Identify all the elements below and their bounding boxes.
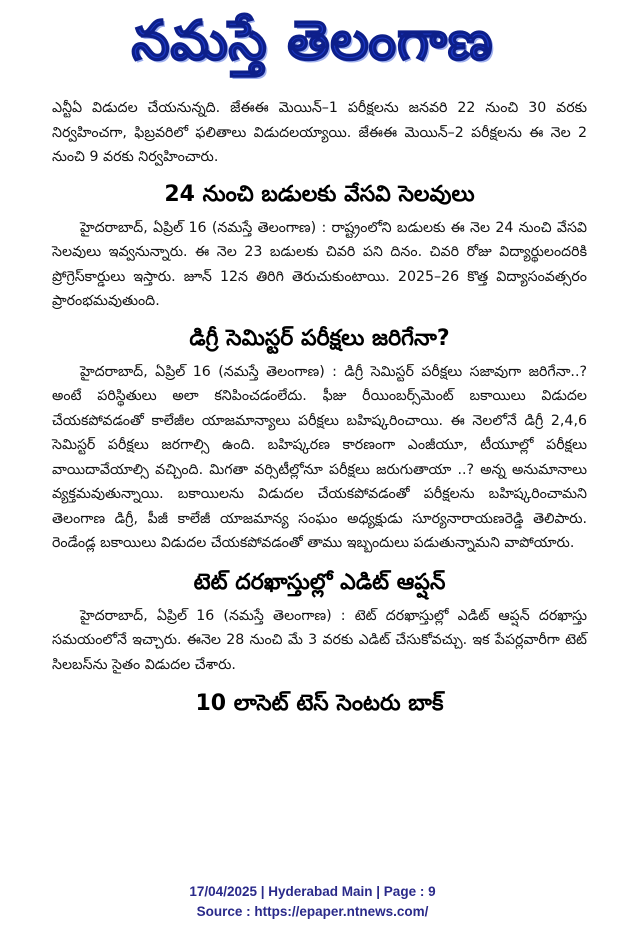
- article-body-summer-holidays: హైదరాబాద్‌, ఏప్రిల్‌ 16 (నమస్తే తెలంగాణ) : రాష్ట్రంలోని బడులకు ఈ నెల 24 నుంచి వేసవి సెలవులు ఇవ్వనున్నారు. ఈ నెల 23 బడులకు చివరి పని దినం. చివరి రోజు విద్యార్థులందరికి ప్రోగ్రెస్‌కార్డులు ఇస్తారు. జూన్‌ 12న తిరిగి తెరుచుకుంటాయి. 2025–26 కొత్త విద్యాసంవత్సరం ప్రారంభమవుతుంది.: [52, 219, 587, 309]
- intro-paragraph: ఎన్టీఏ విడుదల చేయనున్నది. జేఈఈ మెయిన్‌–1 పరీక్షలను జనవరి 22 నుంచి 30 వరకు నిర్వహించగా, ఫిబ్రవరిలో ఫలితాలు విడుదలయ్యాయి. జేఈఈ మెయిన్‌–2 పరీక్షలను ఈ నెల 2 నుంచి 9 వరకు నిర్వహించారు.: [52, 100, 587, 165]
- footer-edition-line: 17/04/2025 | Hyderabad Main | Page : 9: [189, 884, 436, 899]
- article-headline-summer-holidays: 24 నుంచి బడులకు వేసవి సెలవులు: [164, 181, 475, 207]
- article-headline-lawcet: 10 లాసెట్‌ టెస్‌ సెంటరు బాక్‌: [195, 691, 444, 716]
- article-body-tet-edit: హైదరాబాద్‌, ఏప్రిల్‌ 16 (నమస్తే తెలంగాణ) : టెట్‌ దరఖాస్తుల్లో ఎడిట్‌ ఆప్షన్‌ దరఖాస్తు సమయంలోనే ఇచ్చారు. ఈనెల 28 నుంచి మే 3 వరకు ఎడిట్‌ చేసుకోవచ్చు. ఇక పేపర్లవారీగా టెట్‌ సిలబస్‌ను సైతం విడుదల చేశారు.: [52, 607, 587, 673]
- article-headline-degree-exams: డిగ్రీ సెమిస్టర్‌ పరీక్షలు జరిగేనా?: [189, 325, 450, 351]
- footer-source-line: Source : https://epaper.ntnews.com/: [196, 904, 429, 919]
- masthead-title: నమస్తే తెలంగాణ: [131, 8, 494, 72]
- page-content: [52, 96, 587, 719]
- article-headline-tet-edit: టెట్‌ దరఖాస్తుల్లో ఎడిట్‌ ఆప్షన్‌: [193, 569, 446, 595]
- article-body-degree-exams: హైదరాబాద్‌, ఏప్రిల్‌ 16 (నమస్తే తెలంగాణ) : డిగ్రీ సెమిస్టర్‌ పరీక్షలు సజావుగా జరిగేనా..? అంటే పరిస్థితులు అలా కనిపించడంలేదు. ఫీజు రీయింబర్స్‌మెంట్‌ బకాయిలు విడుదల చేయకపోవడంతో కాలేజీల యాజమాన్యాలు పరీక్షలు బహిష్కరించాయి. ఈ నెలలోనే డిగ్రీ 2,4,6 సెమిస్టర్‌ పరీక్షలు జరగాల్సి ఉంది. బహిష్కరణ కారణంగా ఎంజీయూ, టీయూల్లో పరీక్షలు వాయిదావేయాల్సి వచ్చింది. మిగతా వర్సిటీల్లోనూ పరీక్షలు జరుగుతాయా ..? అన్న అనుమానాలు వ్యక్తమవుతున్నాయి. బకాయిలను విడుదల చేయకపోవడంతో పరీక్షలను బహిష్కరించామని తెలంగాణ డిగ్రీ, పీజీ కాలేజీ యాజమాన్య సంఘం అధ్యక్షుడు సూర్యనారాయణరెడ్డి తెలిపారు. రెండేండ్ల బకాయిలు విడుదల చేయకపోవడంతో తాము ఇబ్బందులు పడుతున్నామని వాపోయారు.: [52, 363, 587, 551]
- masthead: [0, 4, 625, 90]
